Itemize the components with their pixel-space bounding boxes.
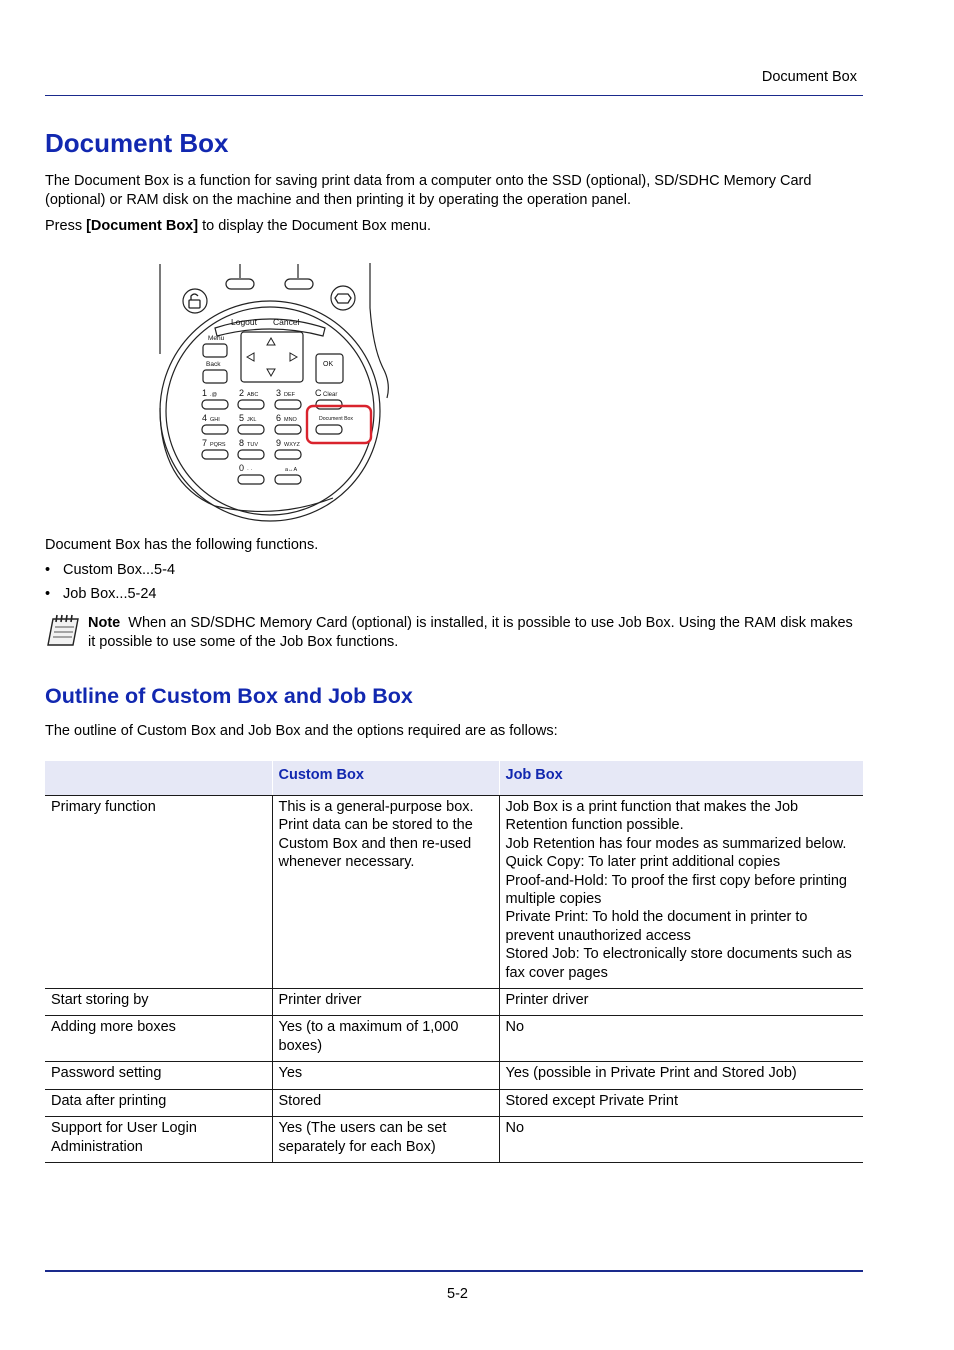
- key-5-letters: JKL: [247, 417, 257, 423]
- table-cell-custom: Printer driver: [272, 989, 499, 1016]
- bullet-marker: •: [45, 562, 51, 578]
- table-cell-feature: Adding more boxes: [45, 1016, 272, 1062]
- bullet-marker: •: [45, 586, 51, 602]
- key-7-label: 7: [202, 438, 208, 448]
- press-suffix: to display the Document Box menu.: [198, 218, 432, 234]
- table-header-feature: [45, 761, 272, 796]
- table-cell-job: Printer driver: [499, 989, 863, 1016]
- key-9-label: 9: [276, 438, 282, 448]
- panel-back-label: Back: [206, 361, 221, 368]
- functions-intro: Document Box has the following functions.: [45, 537, 319, 553]
- table-cell-custom: This is a general-purpose box. Print data can be stored to the Custom Box and then re-used whenever necessary.: [272, 796, 499, 989]
- table-header-job-box: Job Box: [499, 761, 863, 796]
- key-5-label: 5: [239, 413, 245, 423]
- bullet-job-box: [45, 586, 157, 602]
- panel-logout-label: Logout: [231, 317, 257, 327]
- job-line: Private Print: To hold the document in printer to prevent unauthorized access: [505, 909, 808, 944]
- key-9-letters: WXYZ: [284, 442, 300, 448]
- intro-paragraph: The Document Box is a function for saving print data from a computer onto the SSD (optional), SD/SDHC Memory Card (optional) or RAM disk on the machine and then printing it by operating the operation panel.: [45, 173, 812, 208]
- comparison-table: [45, 761, 863, 1163]
- page-number: 5-2: [447, 1286, 468, 1302]
- table-row: [45, 1089, 863, 1116]
- table-cell-custom: Yes (The users can be set separately for each Box): [272, 1117, 499, 1163]
- table-header-custom-box: Custom Box: [272, 761, 499, 796]
- table-cell-feature: Password setting: [45, 1062, 272, 1089]
- panel-menu-label: Menu: [208, 335, 225, 342]
- job-line: Proof-and-Hold: To proof the first copy before printing multiple copies: [505, 872, 847, 908]
- key-3-letters: DEF: [284, 392, 295, 398]
- job-line: Stored Job: To electronically store documents such as fax cover pages: [505, 946, 852, 981]
- footer-rule: [45, 1270, 863, 1272]
- bullet-custom-box: [45, 562, 175, 578]
- table-cell-feature: Support for User Login Administration: [45, 1117, 272, 1163]
- key-4-letters: GHI: [210, 417, 220, 423]
- document-box-key-ref: [Document Box]: [86, 218, 199, 234]
- table-cell-job: Yes (possible in Private Print and Stored Job): [499, 1062, 863, 1089]
- operation-panel-illustration: [155, 258, 395, 530]
- table-cell-feature: Primary function: [45, 796, 272, 989]
- table-cell-feature: Start storing by: [45, 989, 272, 1016]
- key-1-label: 1: [202, 388, 208, 398]
- key-2-label: 2: [239, 388, 245, 398]
- note-body: When an SD/SDHC Memory Card (optional) is installed, it is possible to use Job Box. Using the RAM disk makes it possible to use some of the Job Box functions.: [88, 615, 853, 650]
- job-line: Job Box is a print function that makes the Job Retention function possible.: [505, 799, 799, 834]
- header-rule: [45, 95, 863, 96]
- table-cell-job: Stored except Private Print: [499, 1089, 863, 1116]
- note-text: [88, 614, 863, 651]
- table-row: [45, 1117, 863, 1163]
- key-7-letters: PQRS: [210, 442, 226, 448]
- press-instruction: [45, 217, 863, 236]
- panel-cancel-label: Cancel: [273, 317, 300, 327]
- section-intro: The outline of Custom Box and Job Box and the options required are as follows:: [45, 723, 558, 739]
- panel-clear-label: Clear: [323, 392, 338, 398]
- key-3-label: 3: [276, 388, 282, 398]
- table-row: [45, 796, 863, 989]
- table-cell-job: [499, 796, 863, 989]
- table-row: [45, 1016, 863, 1062]
- document-box-highlight: [307, 406, 371, 443]
- panel-ok-label: OK: [323, 361, 334, 368]
- key-6-label: 6: [276, 413, 282, 423]
- note-label: Note: [88, 615, 121, 631]
- key-0-label: 0: [239, 463, 245, 473]
- running-header: Document Box: [761, 69, 857, 85]
- note-icon: [45, 613, 81, 647]
- key-8-letters: TUV: [247, 442, 258, 448]
- table-cell-custom: Yes: [272, 1062, 499, 1089]
- panel-document-box-label: Document Box: [319, 416, 354, 422]
- press-prefix: Press: [45, 218, 87, 234]
- table-row: [45, 1062, 863, 1089]
- table-cell-feature: Data after printing: [45, 1089, 272, 1116]
- table-cell-custom: Stored: [272, 1089, 499, 1116]
- key-4-label: 4: [202, 413, 208, 423]
- key-0-letters: · ·: [247, 467, 253, 473]
- table-cell-job: No: [499, 1016, 863, 1062]
- key-2-letters: ABC: [247, 392, 259, 398]
- bullet-text: Custom Box...5-4: [63, 562, 176, 578]
- key-1-letters: .@: [210, 392, 218, 398]
- table-cell-custom: Yes (to a maximum of 1,000 boxes): [272, 1016, 499, 1062]
- key-6-letters: MNO: [284, 417, 297, 423]
- section-title: Outline of Custom Box and Job Box: [45, 684, 413, 708]
- key-case-letters: a↔A: [285, 467, 298, 473]
- table-header-row: [45, 761, 863, 796]
- job-line: Job Retention has four modes as summarized below.: [505, 835, 847, 852]
- bullet-text: Job Box...5-24: [63, 586, 157, 602]
- table-row: [45, 989, 863, 1016]
- table-cell-job: No: [499, 1117, 863, 1163]
- key-c-label: C: [315, 388, 322, 398]
- job-line: Quick Copy: To later print additional copies: [505, 854, 781, 871]
- page-title: Document Box: [45, 128, 229, 158]
- key-8-label: 8: [239, 438, 245, 448]
